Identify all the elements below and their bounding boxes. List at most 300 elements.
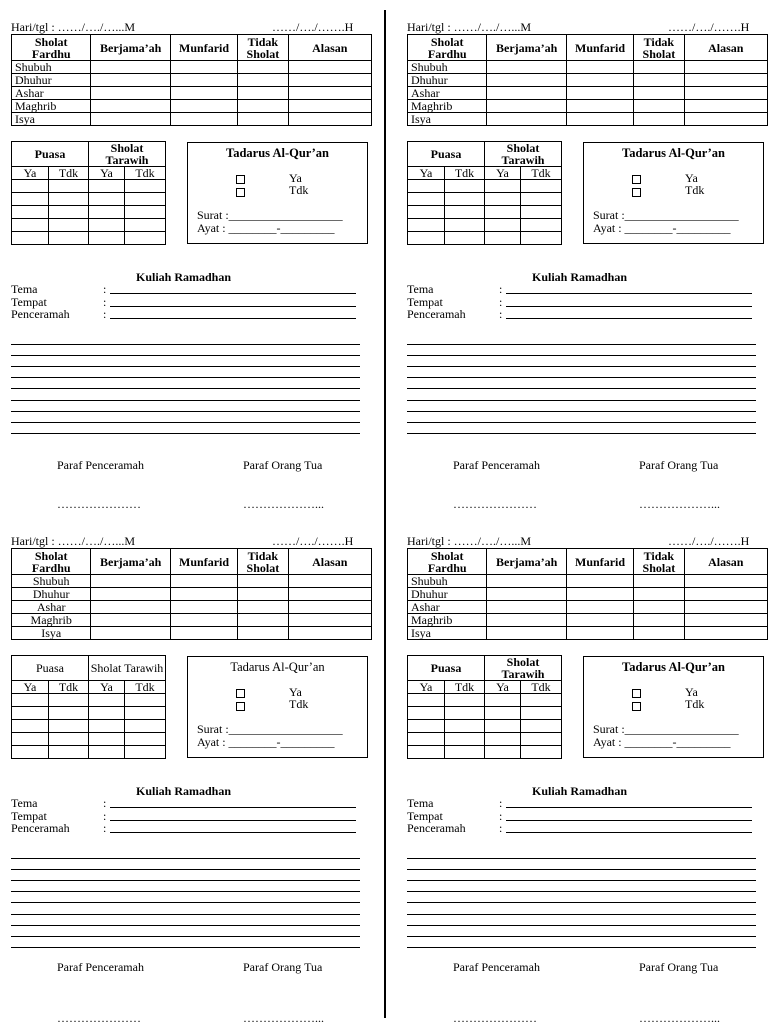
fast-check-cell[interactable] xyxy=(445,193,485,206)
fast-check-cell[interactable] xyxy=(408,707,445,720)
prayer-check-cell[interactable] xyxy=(684,100,768,113)
fast-check-cell[interactable] xyxy=(485,180,521,193)
prayer-check-cell[interactable] xyxy=(487,575,566,588)
summary-writing-line[interactable] xyxy=(11,891,360,892)
prayer-check-cell[interactable] xyxy=(566,627,633,640)
fast-check-cell[interactable] xyxy=(12,733,49,746)
fast-subheader-cell: Ya xyxy=(89,681,125,694)
paraf-ortu-dots[interactable]: ………………... xyxy=(639,497,720,511)
summary-writing-line[interactable] xyxy=(407,366,756,367)
summary-writing-line[interactable] xyxy=(11,377,360,378)
summary-writing-line[interactable] xyxy=(11,947,360,948)
prayer-check-cell[interactable] xyxy=(170,74,237,87)
summary-writing-line[interactable] xyxy=(407,902,756,903)
prayer-check-cell[interactable] xyxy=(566,113,633,126)
prayer-check-cell[interactable] xyxy=(238,614,288,627)
surat-field[interactable]: Surat :___________________ xyxy=(197,208,343,222)
prayer-check-cell[interactable] xyxy=(487,614,566,627)
kuliah-colon: : xyxy=(499,808,503,823)
kuliah-field-penceramah[interactable] xyxy=(506,832,752,833)
prayer-header-cell: Berjama’ah xyxy=(91,35,170,61)
fast-check-cell[interactable] xyxy=(49,232,89,245)
prayer-check-cell[interactable] xyxy=(238,100,288,113)
fast-check-cell[interactable] xyxy=(445,694,485,707)
kuliah-field-tempat[interactable] xyxy=(110,820,356,821)
fast-check-cell[interactable] xyxy=(445,232,485,245)
prayer-check-cell[interactable] xyxy=(91,113,170,126)
date-hijri-line[interactable]: ……/…./…….H xyxy=(668,20,750,34)
fast-check-cell[interactable] xyxy=(408,232,445,245)
form-card-bottom-left xyxy=(11,524,373,1024)
kuliah-colon: : xyxy=(499,282,503,296)
prayer-row xyxy=(12,100,372,113)
kuliah-field-tempat[interactable] xyxy=(110,306,356,307)
prayer-check-cell[interactable] xyxy=(566,100,633,113)
prayer-check-cell[interactable] xyxy=(91,575,170,588)
date-hijri-line[interactable]: ……/…./…….H xyxy=(668,534,750,548)
fast-check-cell[interactable] xyxy=(89,694,125,707)
prayer-check-cell[interactable] xyxy=(634,575,684,588)
paraf-penceramah-dots[interactable]: ………………… xyxy=(57,1011,141,1025)
fast-check-cell[interactable] xyxy=(89,232,125,245)
prayer-check-cell[interactable] xyxy=(634,588,684,601)
prayer-check-cell[interactable] xyxy=(170,113,237,126)
prayer-header-cell: Berjama’ah xyxy=(487,35,566,61)
fast-check-cell[interactable] xyxy=(485,193,521,206)
fast-subheader-cell: Tdk xyxy=(445,167,485,180)
tadarus-title: Tadarus Al-Qur’an xyxy=(226,146,329,160)
summary-writing-line[interactable] xyxy=(407,880,756,881)
summary-writing-line[interactable] xyxy=(11,388,360,389)
fast-check-cell[interactable] xyxy=(408,746,445,759)
prayer-check-cell[interactable] xyxy=(566,614,633,627)
checkbox-ya[interactable] xyxy=(632,175,641,184)
summary-writing-line[interactable] xyxy=(11,411,360,412)
prayer-check-cell[interactable] xyxy=(170,575,237,588)
prayer-name-cell: Dhuhur xyxy=(408,588,487,601)
fast-check-cell[interactable] xyxy=(485,206,521,219)
kuliah-field-tempat[interactable] xyxy=(506,820,752,821)
fast-check-cell[interactable] xyxy=(125,707,166,720)
kuliah-title: Kuliah Ramadhan xyxy=(532,270,628,284)
fast-row xyxy=(408,180,562,193)
summary-writing-line[interactable] xyxy=(11,344,360,345)
tadarus-box xyxy=(583,656,764,758)
prayer-check-cell[interactable] xyxy=(170,614,237,627)
kuliah-field-penceramah[interactable] xyxy=(110,832,356,833)
checkbox-ya[interactable] xyxy=(632,689,641,698)
checkbox-ya-label: Ya xyxy=(289,171,302,185)
fast-row xyxy=(12,206,166,219)
fast-row xyxy=(12,219,166,232)
fast-check-cell[interactable] xyxy=(445,746,485,759)
date-hijri-line[interactable]: ……/…./…….H xyxy=(272,20,354,34)
prayer-check-cell[interactable] xyxy=(684,74,768,87)
fast-check-cell[interactable] xyxy=(445,206,485,219)
tarawih-header: Sholat Tarawih xyxy=(485,142,562,167)
prayer-check-cell[interactable] xyxy=(91,74,170,87)
prayer-header-cell: Alasan xyxy=(684,549,768,575)
fast-row xyxy=(12,180,166,193)
prayer-check-cell[interactable] xyxy=(288,614,372,627)
fast-check-cell[interactable] xyxy=(408,180,445,193)
fast-check-cell[interactable] xyxy=(125,232,166,245)
checkbox-ya-label: Ya xyxy=(685,171,698,185)
summary-writing-line[interactable] xyxy=(407,947,756,948)
fast-header-row xyxy=(12,656,166,681)
prayer-check-cell[interactable] xyxy=(91,588,170,601)
summary-writing-line[interactable] xyxy=(11,914,360,915)
fast-check-cell[interactable] xyxy=(445,219,485,232)
fast-check-cell[interactable] xyxy=(12,694,49,707)
fast-check-cell[interactable] xyxy=(125,206,166,219)
fast-check-cell[interactable] xyxy=(89,206,125,219)
fast-check-cell[interactable] xyxy=(12,180,49,193)
prayer-check-cell[interactable] xyxy=(288,87,372,100)
prayer-check-cell[interactable] xyxy=(170,100,237,113)
prayer-check-cell[interactable] xyxy=(238,113,288,126)
fast-subheader-cell: Tdk xyxy=(125,681,166,694)
fast-header-row xyxy=(408,656,562,681)
summary-writing-line[interactable] xyxy=(407,355,756,356)
paraf-ortu-label: Paraf Orang Tua xyxy=(639,960,719,974)
kuliah-field-tema[interactable] xyxy=(506,807,752,808)
fast-check-cell[interactable] xyxy=(12,746,49,759)
ayat-field[interactable]: Ayat : ________-_________ xyxy=(197,221,335,235)
kuliah-colon: : xyxy=(499,821,503,835)
prayer-check-cell[interactable] xyxy=(238,74,288,87)
summary-writing-line[interactable] xyxy=(407,433,756,434)
fast-check-cell[interactable] xyxy=(49,180,89,193)
prayer-check-cell[interactable] xyxy=(634,601,684,614)
fast-check-cell[interactable] xyxy=(12,206,49,219)
fast-check-cell[interactable] xyxy=(445,720,485,733)
prayer-check-cell[interactable] xyxy=(288,74,372,87)
checkbox-tdk[interactable] xyxy=(632,188,641,197)
prayer-check-cell[interactable] xyxy=(487,601,566,614)
paraf-ortu-dots[interactable]: ………………... xyxy=(243,1011,324,1025)
paraf-penceramah-dots[interactable]: ………………… xyxy=(453,497,537,511)
summary-writing-line[interactable] xyxy=(11,433,360,434)
prayer-table xyxy=(11,548,372,640)
fast-row xyxy=(408,232,562,245)
kuliah-field-penceramah[interactable] xyxy=(110,318,356,319)
fast-check-cell[interactable] xyxy=(12,193,49,206)
kuliah-field-tempat[interactable] xyxy=(506,306,752,307)
fast-check-cell[interactable] xyxy=(485,720,521,733)
checkbox-tdk[interactable] xyxy=(236,188,245,197)
summary-writing-line[interactable] xyxy=(11,880,360,881)
fast-check-cell[interactable] xyxy=(49,694,89,707)
summary-writing-line[interactable] xyxy=(407,377,756,378)
prayer-check-cell[interactable] xyxy=(170,601,237,614)
fast-check-cell[interactable] xyxy=(521,694,562,707)
fast-check-cell[interactable] xyxy=(49,219,89,232)
fast-check-cell[interactable] xyxy=(408,206,445,219)
fast-check-cell[interactable] xyxy=(49,720,89,733)
prayer-row xyxy=(408,74,768,87)
fast-check-cell[interactable] xyxy=(485,707,521,720)
prayer-check-cell[interactable] xyxy=(684,575,768,588)
fast-subheader-cell: Ya xyxy=(485,681,521,694)
prayer-check-cell[interactable] xyxy=(238,575,288,588)
prayer-check-cell[interactable] xyxy=(487,100,566,113)
fast-check-cell[interactable] xyxy=(49,193,89,206)
fast-check-cell[interactable] xyxy=(408,219,445,232)
prayer-check-cell[interactable] xyxy=(91,61,170,74)
summary-writing-line[interactable] xyxy=(11,355,360,356)
date-gregorian-line[interactable]: Hari/tgl : ……/…./…...M xyxy=(11,534,135,548)
fast-check-cell[interactable] xyxy=(125,720,166,733)
prayer-header-cell: Berjama’ah xyxy=(91,549,170,575)
prayer-header-cell: Tidak Sholat xyxy=(238,549,288,575)
summary-writing-line[interactable] xyxy=(407,914,756,915)
fast-check-cell[interactable] xyxy=(485,746,521,759)
summary-writing-line[interactable] xyxy=(11,902,360,903)
fast-check-cell[interactable] xyxy=(521,720,562,733)
summary-writing-line[interactable] xyxy=(407,925,756,926)
kuliah-title: Kuliah Ramadhan xyxy=(532,784,628,798)
prayer-row xyxy=(12,87,372,100)
fast-check-cell[interactable] xyxy=(89,180,125,193)
fast-check-cell[interactable] xyxy=(89,707,125,720)
prayer-header-cell: Tidak Sholat xyxy=(634,35,684,61)
prayer-check-cell[interactable] xyxy=(566,575,633,588)
fast-check-cell[interactable] xyxy=(89,720,125,733)
summary-writing-line[interactable] xyxy=(407,936,756,937)
prayer-check-cell[interactable] xyxy=(288,113,372,126)
prayer-check-cell[interactable] xyxy=(487,627,566,640)
fast-check-cell[interactable] xyxy=(125,746,166,759)
surat-field[interactable]: Surat :___________________ xyxy=(593,722,739,736)
kuliah-label-tema: Tema xyxy=(407,796,434,810)
fast-check-cell[interactable] xyxy=(125,193,166,206)
prayer-check-cell[interactable] xyxy=(91,87,170,100)
prayer-check-cell[interactable] xyxy=(288,100,372,113)
paraf-penceramah-dots[interactable]: ………………… xyxy=(57,497,141,511)
summary-writing-line[interactable] xyxy=(407,422,756,423)
prayer-check-cell[interactable] xyxy=(684,113,768,126)
puasa-tarawih-table xyxy=(407,141,562,245)
prayer-check-cell[interactable] xyxy=(684,627,768,640)
prayer-check-cell[interactable] xyxy=(487,113,566,126)
fast-check-cell[interactable] xyxy=(485,694,521,707)
ayat-field[interactable]: Ayat : ________-_________ xyxy=(593,735,731,749)
fast-check-cell[interactable] xyxy=(445,707,485,720)
tadarus-box xyxy=(187,656,368,758)
prayer-check-cell[interactable] xyxy=(288,575,372,588)
prayer-check-cell[interactable] xyxy=(170,61,237,74)
prayer-check-cell[interactable] xyxy=(634,614,684,627)
fast-check-cell[interactable] xyxy=(49,206,89,219)
fast-check-cell[interactable] xyxy=(485,232,521,245)
prayer-check-cell[interactable] xyxy=(634,61,684,74)
fast-check-cell[interactable] xyxy=(12,232,49,245)
fast-check-cell[interactable] xyxy=(89,746,125,759)
fast-check-cell[interactable] xyxy=(125,219,166,232)
ayat-field[interactable]: Ayat : ________-_________ xyxy=(197,735,335,749)
prayer-check-cell[interactable] xyxy=(566,61,633,74)
prayer-check-cell[interactable] xyxy=(238,601,288,614)
kuliah-label-penceramah: Penceramah xyxy=(11,821,70,835)
prayer-check-cell[interactable] xyxy=(634,113,684,126)
summary-writing-line[interactable] xyxy=(407,400,756,401)
kuliah-label-penceramah: Penceramah xyxy=(11,307,70,321)
prayer-check-cell[interactable] xyxy=(566,601,633,614)
fast-check-cell[interactable] xyxy=(49,707,89,720)
prayer-check-cell[interactable] xyxy=(288,588,372,601)
fast-check-cell[interactable] xyxy=(408,720,445,733)
summary-writing-line[interactable] xyxy=(407,388,756,389)
paraf-penceramah-label: Paraf Penceramah xyxy=(453,458,540,472)
fast-check-cell[interactable] xyxy=(89,193,125,206)
prayer-check-cell[interactable] xyxy=(238,627,288,640)
date-gregorian-line[interactable]: Hari/tgl : ……/…./…...M xyxy=(407,20,531,34)
fast-check-cell[interactable] xyxy=(485,219,521,232)
date-gregorian-line[interactable]: Hari/tgl : ……/…./…...M xyxy=(11,20,135,34)
surat-field[interactable]: Surat :___________________ xyxy=(197,722,343,736)
kuliah-field-tema[interactable] xyxy=(110,807,356,808)
fast-check-cell[interactable] xyxy=(89,733,125,746)
fast-check-cell[interactable] xyxy=(521,193,562,206)
fast-check-cell[interactable] xyxy=(49,733,89,746)
prayer-check-cell[interactable] xyxy=(634,87,684,100)
fast-check-cell[interactable] xyxy=(89,219,125,232)
prayer-header-cell: Sholat Fardhu xyxy=(12,549,91,575)
kuliah-colon: : xyxy=(103,796,107,810)
prayer-check-cell[interactable] xyxy=(684,614,768,627)
checkbox-ya[interactable] xyxy=(236,689,245,698)
prayer-check-cell[interactable] xyxy=(566,87,633,100)
prayer-check-cell[interactable] xyxy=(288,61,372,74)
summary-writing-line[interactable] xyxy=(11,858,360,859)
puasa-header: Puasa xyxy=(408,656,485,681)
fast-check-cell[interactable] xyxy=(521,206,562,219)
prayer-check-cell[interactable] xyxy=(684,61,768,74)
prayer-check-cell[interactable] xyxy=(91,100,170,113)
prayer-check-cell[interactable] xyxy=(634,74,684,87)
fast-check-cell[interactable] xyxy=(408,193,445,206)
fast-row xyxy=(408,193,562,206)
fast-header-row xyxy=(12,142,166,167)
date-gregorian-line[interactable]: Hari/tgl : ……/…./…...M xyxy=(407,534,531,548)
paraf-ortu-dots[interactable]: ………………... xyxy=(639,1011,720,1025)
prayer-check-cell[interactable] xyxy=(487,74,566,87)
prayer-name-cell: Ashar xyxy=(12,601,91,614)
prayer-check-cell[interactable] xyxy=(170,87,237,100)
summary-writing-line[interactable] xyxy=(407,869,756,870)
summary-writing-line[interactable] xyxy=(407,344,756,345)
prayer-check-cell[interactable] xyxy=(487,87,566,100)
prayer-row xyxy=(12,601,372,614)
fast-check-cell[interactable] xyxy=(125,733,166,746)
summary-writing-line[interactable] xyxy=(11,936,360,937)
fast-check-cell[interactable] xyxy=(521,232,562,245)
fast-check-cell[interactable] xyxy=(521,733,562,746)
fast-check-cell[interactable] xyxy=(445,180,485,193)
fast-check-cell[interactable] xyxy=(408,733,445,746)
summary-writing-line[interactable] xyxy=(11,925,360,926)
prayer-name-cell: Dhuhur xyxy=(12,74,91,87)
summary-writing-line[interactable] xyxy=(407,891,756,892)
paraf-penceramah-dots[interactable]: ………………… xyxy=(453,1011,537,1025)
prayer-check-cell[interactable] xyxy=(91,614,170,627)
summary-writing-line[interactable] xyxy=(11,400,360,401)
paraf-ortu-dots[interactable]: ………………... xyxy=(243,497,324,511)
fast-row xyxy=(408,707,562,720)
fast-check-cell[interactable] xyxy=(12,707,49,720)
prayer-check-cell[interactable] xyxy=(487,61,566,74)
prayer-check-cell[interactable] xyxy=(170,627,237,640)
prayer-check-cell[interactable] xyxy=(566,74,633,87)
fast-check-cell[interactable] xyxy=(125,694,166,707)
paraf-penceramah-label: Paraf Penceramah xyxy=(453,960,540,974)
fast-check-cell[interactable] xyxy=(521,180,562,193)
prayer-check-cell[interactable] xyxy=(684,601,768,614)
checkbox-tdk[interactable] xyxy=(632,702,641,711)
fast-check-cell[interactable] xyxy=(521,746,562,759)
summary-writing-line[interactable] xyxy=(407,411,756,412)
prayer-check-cell[interactable] xyxy=(170,588,237,601)
fast-check-cell[interactable] xyxy=(408,694,445,707)
kuliah-field-penceramah[interactable] xyxy=(506,318,752,319)
checkbox-tdk[interactable] xyxy=(236,702,245,711)
prayer-check-cell[interactable] xyxy=(684,87,768,100)
prayer-check-cell[interactable] xyxy=(634,627,684,640)
fast-check-cell[interactable] xyxy=(521,219,562,232)
fast-check-cell[interactable] xyxy=(49,746,89,759)
fast-check-cell[interactable] xyxy=(12,219,49,232)
prayer-check-cell[interactable] xyxy=(288,601,372,614)
fast-check-cell[interactable] xyxy=(485,733,521,746)
fast-check-cell[interactable] xyxy=(12,720,49,733)
summary-writing-line[interactable] xyxy=(11,869,360,870)
prayer-header-cell: Munfarid xyxy=(566,549,633,575)
kuliah-label-tempat: Tempat xyxy=(407,294,443,309)
fast-header-row xyxy=(408,142,562,167)
date-hijri-line[interactable]: ……/…./…….H xyxy=(272,534,354,548)
prayer-check-cell[interactable] xyxy=(238,588,288,601)
summary-writing-line[interactable] xyxy=(407,858,756,859)
surat-field[interactable]: Surat :___________________ xyxy=(593,208,739,222)
fast-check-cell[interactable] xyxy=(521,707,562,720)
checkbox-ya[interactable] xyxy=(236,175,245,184)
prayer-name-cell: Maghrib xyxy=(408,614,487,627)
fast-check-cell[interactable] xyxy=(125,180,166,193)
kuliah-field-tema[interactable] xyxy=(506,293,752,294)
summary-writing-line[interactable] xyxy=(11,366,360,367)
prayer-check-cell[interactable] xyxy=(566,588,633,601)
kuliah-label-tempat: Tempat xyxy=(407,808,443,823)
prayer-check-cell[interactable] xyxy=(238,61,288,74)
prayer-check-cell[interactable] xyxy=(91,627,170,640)
puasa-header: Puasa xyxy=(408,142,485,167)
prayer-name-cell: Ashar xyxy=(408,87,487,100)
prayer-check-cell[interactable] xyxy=(684,588,768,601)
prayer-header-row xyxy=(12,35,372,61)
summary-writing-line[interactable] xyxy=(11,422,360,423)
tadarus-title: Tadarus Al-Qur’an xyxy=(622,146,725,160)
prayer-check-cell[interactable] xyxy=(288,627,372,640)
prayer-check-cell[interactable] xyxy=(634,100,684,113)
fast-check-cell[interactable] xyxy=(445,733,485,746)
prayer-check-cell[interactable] xyxy=(487,588,566,601)
ayat-field[interactable]: Ayat : ________-_________ xyxy=(593,221,731,235)
kuliah-field-tema[interactable] xyxy=(110,293,356,294)
prayer-check-cell[interactable] xyxy=(238,87,288,100)
kuliah-colon: : xyxy=(103,294,107,309)
prayer-check-cell[interactable] xyxy=(91,601,170,614)
